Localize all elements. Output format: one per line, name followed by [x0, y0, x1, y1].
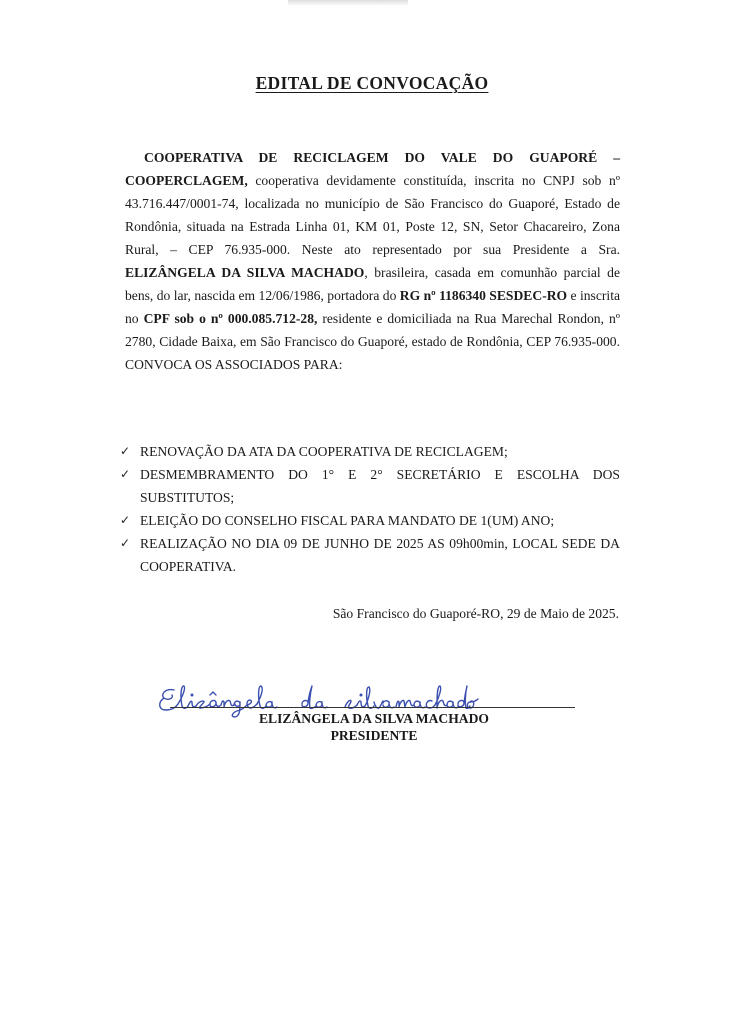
convocation-paragraph — [125, 146, 620, 376]
check-mark-icon: ✓ — [120, 513, 131, 527]
rg-number: RG nº 1186340 SESDEC-RO — [399, 288, 568, 303]
paragraph-text-c: e inscrita no — [125, 288, 620, 326]
cooperative-name: COOPERATIVA DE RECICLAGEM DO VALE DO GUAPORÉ – COOPERCLAGEM, — [125, 150, 620, 188]
agenda-item — [120, 463, 620, 509]
agenda-item-text: RENOVAÇÃO DA ATA DA COOPERATIVA DE RECICLAGEM; — [140, 444, 508, 459]
cpf-number: CPF sob o nº 000.085.712-28, — [143, 311, 318, 326]
signature-line — [170, 707, 575, 708]
signature-block — [0, 680, 744, 760]
signatory-role: PRESIDENTE — [330, 728, 418, 743]
agenda-item-text: REALIZAÇÃO NO DIA 09 DE JUNHO DE 2025 AS 09h00min, LOCAL SEDE DA COOPERATIVA. — [140, 536, 620, 574]
document-title: EDITAL DE CONVOCAÇÃO — [255, 73, 489, 93]
agenda-item — [120, 509, 620, 532]
paragraph-text-d: residente e domiciliada na Rua Marechal Rondon, nº 2780, Cidade Baixa, em São Francisco do Guaporé, estado de Rondônia, CEP 76.935-000. CONVOCA OS ASSOCIADOS PARA: — [125, 311, 620, 372]
check-mark-icon: ✓ — [120, 444, 131, 458]
agenda-item-text: DESMEMBRAMENTO DO 1° E 2° SECRETÁRIO E ESCOLHA DOS SUBSTITUTOS; — [140, 467, 620, 505]
place-and-date: São Francisco do Guaporé-RO, 29 de Maio de 2025. — [332, 606, 619, 621]
agenda-list — [120, 440, 620, 578]
agenda-item — [120, 532, 620, 578]
paragraph-text-b: , brasileira, casada em comunhão parcial de bens, do lar, nascida em 12/06/1986, portadora do — [125, 265, 620, 303]
check-mark-icon: ✓ — [120, 536, 131, 550]
scan-artifact — [288, 0, 408, 6]
signatory-name: ELIZÂNGELA DA SILVA MACHADO — [258, 711, 490, 726]
president-name-inline: ELIZÂNGELA DA SILVA MACHADO — [125, 265, 365, 280]
agenda-item — [120, 440, 620, 463]
paragraph-text-a: cooperativa devidamente constituída, inscrita no CNPJ sob nº 43.716.447/0001-74, localizada no município de São Francisco do Guaporé, Estado de Rondônia, situada na Estrada Linha 01, KM 01, Poste 12, SN, Setor Chacareiro, Zona Rural, – CEP 76.935-000. Neste ato representado por sua Presidente a Sra. — [125, 173, 620, 257]
check-mark-icon: ✓ — [120, 467, 131, 481]
agenda-item-text: ELEIÇÃO DO CONSELHO FISCAL PARA MANDATO DE 1(UM) ANO; — [140, 513, 555, 528]
